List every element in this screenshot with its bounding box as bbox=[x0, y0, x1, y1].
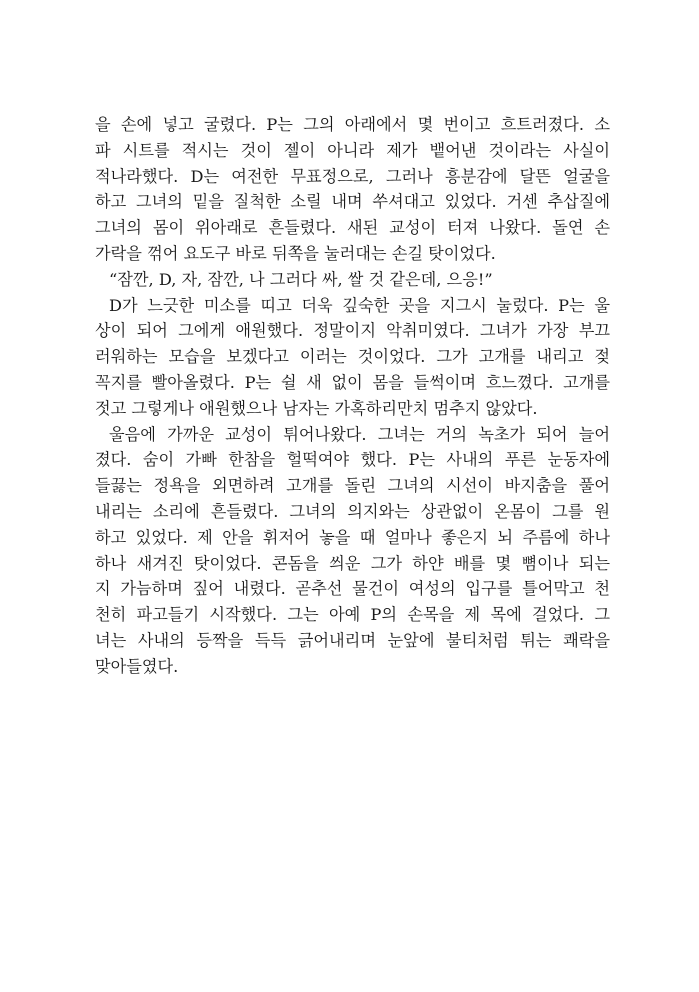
text-line: 상이 되어 그에게 애원했다. 정말이지 악취미였다. 그녀가 가장 부끄 bbox=[95, 321, 610, 341]
text-line: 을 손에 넣고 굴렸다. P는 그의 아래에서 몇 번이고 흐트러졌다. 소 bbox=[95, 115, 610, 134]
text-line: 젓고 그렇게나 애원했으나 남자는 가혹하리만치 멈추지 않았다. bbox=[95, 398, 538, 418]
text-line: 꼭지를 빨아올렸다. P는 쉴 새 없이 몸을 들썩이며 흐느꼈다. 고개를 bbox=[95, 372, 610, 392]
text-line: 내리는 소리에 흔들렸다. 그녀의 의지와는 상관없이 온몸이 그를 원 bbox=[95, 501, 610, 521]
text-line: 맞아들였다. bbox=[95, 656, 179, 676]
text-line: 러워하는 모습을 보겠다고 이러는 것이었다. 그가 고개를 내리고 젖 bbox=[95, 347, 610, 367]
text-line: 녀는 사내의 등짝을 득득 긁어내리며 눈앞에 불티처럼 튀는 쾌락을 bbox=[95, 630, 610, 650]
text-line: 적나라했다. D는 여전한 무표정으로, 그러나 흥분감에 달뜬 얼굴을 bbox=[95, 166, 610, 186]
body-text bbox=[95, 112, 610, 680]
text-line: 하나 새겨진 탓이었다. 콘돔을 씌운 그가 하얀 배를 몇 뼘이나 되는 bbox=[95, 553, 610, 573]
text-line: 그녀의 몸이 위아래로 흔들렸다. 새된 교성이 터져 나왔다. 돌연 손 bbox=[95, 218, 610, 238]
text-line: 지 가늠하며 짚어 내렸다. 곧추선 물건이 여성의 입구를 틀어막고 천 bbox=[95, 579, 610, 599]
text-line: 천히 파고들기 시작했다. 그는 아예 P의 손목을 제 목에 걸었다. 그 bbox=[95, 605, 610, 625]
text-line: 울음에 가까운 교성이 튀어나왔다. 그녀는 거의 녹초가 되어 늘어 bbox=[109, 424, 610, 444]
dialogue-line: “잠깐, D, 자, 잠깐, 나 그러다 싸, 쌀 것 같은데, 으응!” bbox=[109, 269, 493, 289]
text-line: 가락을 꺾어 요도구 바로 뒤쪽을 눌러대는 손길 탓이었다. bbox=[95, 243, 496, 263]
text-line: 하고 그녀의 밑을 질척한 소릴 내며 쑤셔대고 있었다. 거센 추삽질에 bbox=[95, 192, 610, 212]
text-line: 졌다. 숨이 가빠 한참을 헐떡여야 했다. P는 사내의 푸른 눈동자에 bbox=[95, 450, 610, 470]
text-line: 들끓는 정욕을 외면하려 고개를 돌린 그녀의 시선이 바지춤을 풀어 bbox=[95, 476, 610, 496]
text-line: D가 느긋한 미소를 띠고 더욱 깊숙한 곳을 지그시 눌렀다. P는 울 bbox=[109, 295, 610, 315]
text-line: 파 시트를 적시는 것이 젤이 아니라 제가 뱉어낸 것이라는 사실이 bbox=[95, 140, 610, 160]
text-line: 하고 있었다. 제 안을 휘저어 놓을 때 얼마나 좋은지 뇌 주름에 하나 bbox=[95, 527, 610, 547]
